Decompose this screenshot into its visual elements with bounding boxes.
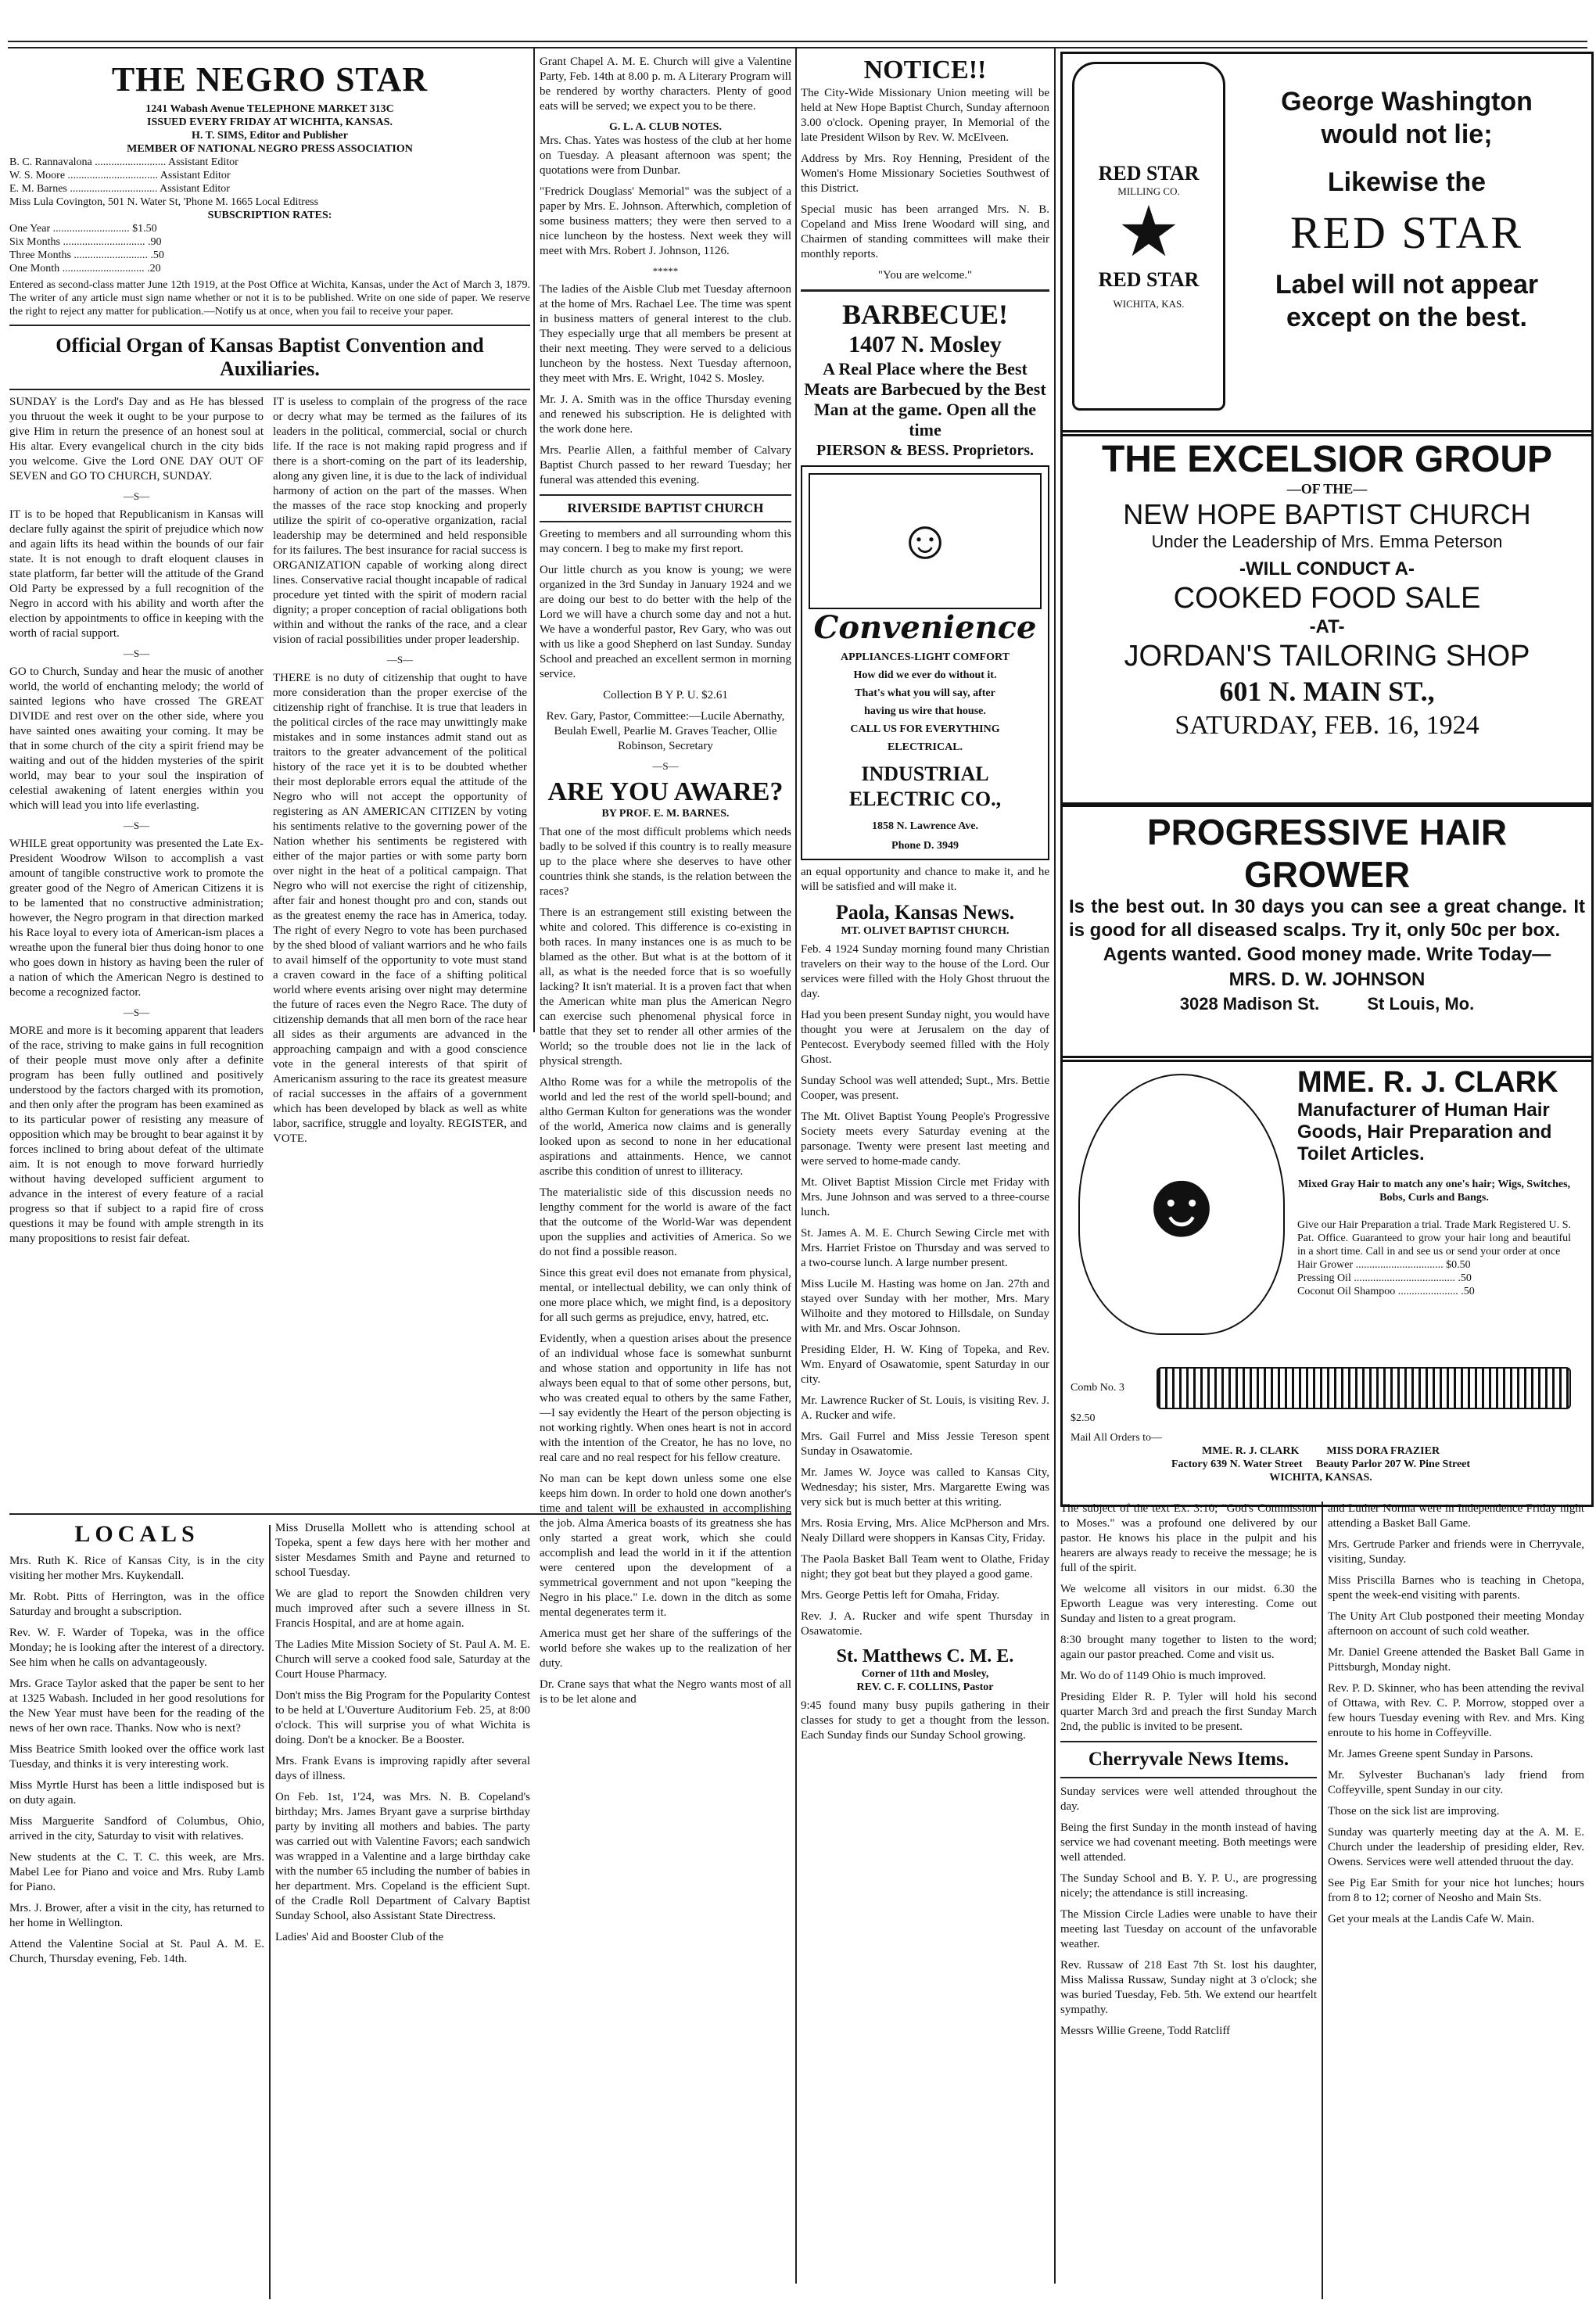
red-star-copy [1243,85,1571,334]
excelsior-will: -WILL CONDUCT A- [1239,558,1415,579]
column-rule [795,47,797,2284]
sack-label-city: WICHITA, KAS. [1113,298,1185,310]
electric-line: having us wire that house. [864,705,986,717]
separator: ***** [652,265,679,277]
separator: —S— [123,1006,150,1018]
separator: —S— [123,490,150,502]
local-item: Attend the Valentine Social at St. Paul A. M. E. Church, Thursday evening, Feb. 14th. [9,1938,264,1965]
star-icon: ★ [1117,194,1181,271]
excelsior-leader: Under the Leadership of Mrs. Emma Peterson [1151,532,1503,551]
column-rule [1054,47,1056,2284]
hair-grower-agents: Agents wanted. Good money made. Write Today— [1103,944,1551,965]
notice-title: NOTICE!! [863,56,987,84]
red-star-line: Label will not appear except on the best. [1275,270,1539,332]
clark-mail-addresses: Factory 639 N. Water Street Beauty Parlor 207 W. Pine Street [1171,1459,1471,1470]
sack-label-mid: MILLING CO. [1117,185,1180,197]
news-item: Greeting to members and all surrounding whom this may concern. I beg to make my first report. [540,528,791,555]
staff-line: E. M. Barnes ................................ Assistant Editor [9,183,230,195]
local-item: Miss Drusella Mollett who is attending school at Topeka, spent a few days here with her mother and sister Mesdames Smith and Payne and returned to school Tuesday. [275,1522,530,1579]
rate-line: Three Months ........................... .50 [9,249,164,261]
news-item: Grant Chapel A. M. E. Church will give a Valentine Party, Feb. 14th at 8.00 p. m. A Literary Program will be rendered by worthy characters. Plenty of good eats will be served; we expect you to be there. [540,56,791,113]
rates-title: SUBSCRIPTION RATES: [207,210,332,221]
local-item: Mrs. Grace Taylor asked that the paper be sent to her at 1325 Wabash. Included in her good resolutions for the New Year must have been for the reading of the news of her own race. Thanks. Now who is next? [9,1677,264,1735]
masthead [9,55,530,1253]
paola-item: Had you been present Sunday night, you would have thought you were at Jerusalem on the day of Pentecost. Everybody seemed filled with the Holy Ghost. [801,1009,1049,1066]
cherryvale-item: The Mission Circle Ladies were unable to have their meeting last Tuesday on account of the unfavorable weather. [1060,1908,1317,1950]
excelsior-date: SATURDAY, FEB. 16, 1924 [1175,711,1479,740]
news-item: Mrs. Chas. Yates was hostess of the club at her home on Tuesday. A pleasant afternoon was spent; the quotations were from Dunbar. [540,135,791,177]
comb-price: $2.50 [1071,1412,1096,1424]
top-rule [8,41,1587,42]
top-rule-2 [8,47,1587,48]
aware-para: The materialistic side of this discussion needs no lengthy comment for the world is aware of the fact that the outcome of the World-War was dependent upon the supplies and activities of America. So we do not find a possible reason. [540,1186,791,1258]
masthead-issued: ISSUED EVERY FRIDAY AT WICHITA, KANSAS. [147,117,393,128]
separator: —S— [123,820,150,831]
electric-phone: Phone D. 3949 [891,840,959,852]
clark-mail: Mail All Orders to— [1071,1432,1163,1444]
clark-copy [1297,1066,1571,1298]
editorial-para: WHILE great opportunity was presented the Late Ex-President Woodrow Wilson to accomplish a vast amount of tangible constructive work to promote the greater good of the Negro of American Citizens it is to be lamented that no constructive administration; however, the Negro program in that direction marked his Race loyal to every iota of American-ism places a wreathe upon the funeral bier thus doing honor to one who goes down in history as having been the ruler of a nation of which the American Negro is destined to become a recognized factor. [9,838,264,999]
editorial-para: MORE and more is it becoming apparent that leaders of the race, striving to make gains in full recognition of their people must move only after a definite program has been fully outlined and positively understood by the factors charged with its promotion, and then only after the program has been examined as to its particular power of resisting any measure of opposition which may be brought to bear against it by forces inclined to bring about defeat of the ultimate aim. It is not enough to move forward hurriedly without having developed sufficient argument to advance in the interest of every feature of a racial progress so that if subject to a rapid fire of cross questions it may be found with ample strength in its many propositions to resist fair defeat. [9,1024,264,1245]
local-item: Mrs. J. Brower, after a visit in the city, has returned to her home in Wellington. [9,1902,264,1929]
electric-company: INDUSTRIAL ELECTRIC CO., [848,762,1002,810]
cherryvale-item: Messrs Willie Greene, Todd Ratcliff [1060,2025,1231,2037]
news-item: Mr. Daniel Greene attended the Basket Ball Game in Pittsburgh, Monday night. [1328,1646,1584,1674]
aware-para: Dr. Crane says that what the Negro wants most of all is to be let alone and [540,1678,791,1706]
aware-para: There is an estrangement still existing between the white and colored. This difference is co-existing in both races. In many instances one is as much to be blamed as the other. But what is at the bottom of it all, as what is the needed force that is so woefully lacking? It isn't material. It is a proven fact that when the American white man plus the American Negro can exercise such phenomenal physical force in battle that they set to render all other armies of the World; so the trouble does not lie in the lack of physical strength. [540,906,791,1067]
bbq-address: 1407 N. Mosley [848,332,1002,357]
clark-mail-names: MME. R. J. CLARK MISS DORA FRAZIER [1201,1445,1440,1457]
clark-description: Manufacturer of Human Hair Goods, Hair Preparation and Toilet Articles. [1297,1100,1552,1164]
separator: —S— [386,654,414,666]
paola-item: Mrs. Rosia Erving, Mrs. Alice McPherson and Mrs. Nealy Dillard were shoppers in Kansas City, Friday. [801,1517,1049,1545]
excelsior-shop: JORDAN'S TAILORING SHOP [1124,640,1530,673]
local-item: On Feb. 1st, 1'24, was Mrs. N. B. Copeland's birthday; Mrs. James Bryant gave a surprise birthday party by inviting all mothers and babies. The party was carried out with Valentine Favors; each sandwich was wrapped in a Valentine and a large birthday cake with the number 65 including the number of babies in her department. Mrs. Copeland is the efficient Supt. of the Cradle Roll Department of Calvary Baptist Sunday School, also Assistant State Directress. [275,1791,530,1922]
masthead-member: MEMBER OF NATIONAL NEGRO PRESS ASSOCIATION [127,143,413,155]
column-5-left [1060,1502,1317,2045]
aware-para: America must get her share of the sufferings of the world before she wakes up to the realization of her duty. [540,1627,791,1670]
staff-line: Miss Lula Covington, 501 N. Water St, 'Phone M. 1665 Local Editress [9,196,319,208]
editorial-col-1 [9,395,264,1253]
column-4 [801,55,1049,2291]
notice-para: "You are welcome." [877,269,973,282]
riverside-title: RIVERSIDE BAPTIST CHURCH [567,501,764,515]
paola-item: The Mt. Olivet Baptist Young People's Progressive Society meets every Saturday evening at the parsonage. Twenty were present last meeting and were served to home-made candy. [801,1111,1049,1168]
local-item: Mrs. Frank Evans is improving rapidly after several days of illness. [275,1755,530,1782]
column-3 [540,55,791,2291]
clark-ad [1060,1056,1594,1507]
news-item: We welcome all visitors in our midst. 6.30 the Epworth League was very interesting. Come out Sunday and listen to a great program. [1060,1583,1317,1625]
local-item: Miss Myrtle Hurst has been a little indisposed but is on duty again. [9,1779,264,1807]
news-item: See Pig Ear Smith for your nice hot lunches; hours from 8 to 12; corner of Neosho and Main Sts. [1328,1877,1584,1904]
comb-label: Comb No. 3 [1071,1382,1124,1394]
notice-para: Address by Mrs. Roy Henning, President of the Women's Home Missionary Societies Southwest of this District. [801,152,1049,195]
news-item: an equal opportunity and chance to make it, and he will be satisfied and will make it. [801,866,1049,893]
aware-para: Since this great evil does not emanate from physical, mental, or intellectual debility, we can only think of one more place which, we might find, is a depository for all such germs as prejudice, envy, hatred, etc. [540,1267,791,1324]
news-item: Rev. P. D. Skinner, who has been attending the revival of Ottawa, with Rev. C. P. Morrow, stopped over a few hours Tuesday evening with Rev. and Mrs. King enroute to his home in Coffeyville. [1328,1682,1584,1739]
excelsior-title: THE EXCELSIOR GROUP [1101,439,1553,480]
news-item: Mrs. Gertrude Parker and friends were in Cherryvale, visiting, Sunday. [1328,1538,1584,1566]
editorial-para: GO to Church, Sunday and hear the music of another world, the world of enchanting melody; the world of sainted legions who have crossed The GREAT DIVIDE and rest over on the other side, where you have sainted ones awaiting your coming. It may be that in some church of the city a spirit friend may be waiting and out of the hidden mysteries of the spirit world, may bear to your soul the inspiration of celestial awakening of latent energies within you which will lead you into life everlasting. [9,666,264,812]
local-item: Mr. Robt. Pitts of Herrington, was in the office Saturday and brought a subscription. [9,1591,264,1618]
paola-item: Mr. Lawrence Rucker of St. Louis, is visiting Rev. J. A. Rucker and wife. [801,1394,1049,1422]
clark-mixed-hair: Mixed Gray Hair to match any one's hair; Wigs, Switches, Bobs, Curls and Bangs. [1297,1179,1571,1204]
hair-grower-address: 3028 Madison St. St Louis, Mo. [1179,994,1475,1014]
column-rule [1322,1502,1323,2299]
news-item: Mrs. Pearlie Allen, a faithful member of Calvary Baptist Church passed to her reward Tuesday; her funeral was attended this evening. [540,444,791,486]
bbq-body: A Real Place where the Best Meats are Barbecued by the Best Man at the game. Open all the time [804,359,1046,440]
convenience-word: Convenience [813,609,1037,646]
editorial-para: IT is to be hoped that Republicanism in Kansas will declare fully against the spirit of prejudice which now and again lifts its head within the bounds of our fair state. It is not enough to draft eloquent clauses in state platform, far better will the attitude of the Grand Old Party be expressed by a full recognition of the Negro in accord with his ability and worth after the election by appointments to office in keeping with the worth of racial support. [9,508,264,640]
news-item: Mr. James Greene spent Sunday in Parsons. [1328,1748,1533,1760]
local-item: The Ladies Mite Mission Society of St. Paul A. M. E. Church will serve a cooked food sale, Saturday at the Court House Pharmacy. [275,1638,530,1681]
clark-name: MME. R. J. CLARK [1297,1066,1558,1099]
excelsior-church: NEW HOPE BAPTIST CHURCH [1123,498,1531,530]
st-matthews-sub: Corner of 11th and Mosley, [861,1668,989,1680]
red-star-line: Likewise the [1327,167,1487,197]
comb-row [1071,1367,1571,1484]
aware-para: Evidently, when a question arises about the presence of an individual whose face is somewhat sunburnt and whose station and opportunity in life has not always been equal to that of some other persons, but, who was created equal to others by the same Father,—I say evidently the Heart of the person objecting is not working rightly. When ones heart is not in accord with the intention of the Creator, he has no love, no real care and no real respect for his fellow creature. [540,1333,791,1464]
cherub-illustration-icon: ☺ [809,473,1042,609]
clark-price: Hair Grower ................................ $0.50 [1297,1259,1471,1271]
locals-col-1 [9,1521,264,1973]
committee-line: Rev. Gary, Pastor, Committee:—Lucile Abernathy, Beulah Ewell, Pearlie M. Graves Teacher, Ollie Robinson, Secretary [546,710,785,752]
rate-line: Six Months .............................. .90 [9,236,162,248]
news-item: Get your meals at the Landis Cafe W. Main. [1328,1913,1535,1925]
news-item: 8:30 brought many together to listen to the word; again our pastor preached. Come and visit us. [1060,1634,1317,1661]
paola-title: Paola, Kansas News. [835,901,1015,924]
column-5-right [1328,1502,1584,1933]
sack-label-top: RED STAR [1098,162,1200,185]
local-item: Mrs. Ruth K. Rice of Kansas City, is in the city visiting her mother Mrs. Kuykendall. [9,1555,264,1582]
rate-line: One Year ............................ $1.50 [9,223,157,235]
editorial-para: SUNDAY is the Lord's Day and as He has blessed you thruout the week it ought to be your purpose to give Him in return the presence of an honest soul at His altar. Every evangelical church in the city bids you welcome. Give the Lord ONE DAY OUT OF SEVEN and GO TO CHURCH, SUNDAY. [9,396,264,483]
editorial-para: IT is useless to complain of the progress of the race or decry what may be termed as the failures of its leaders in the political, commercial, social or church life. If the race is not making rapid progress and if there is a short-coming on the part of its leadership, along any given line, it is due to the lack of individual harmony of action on the part of the masses. When the masses of the race stop knocking and properly utilize the spirit of co-operative organization, racial leadership may be determined and held responsible for its failures. The best insurance for racial success is ORGANIZATION capable of working along direct lines. Conservative racial thought incapable of radical procedure yet tinted with the spirit of modern racial dignity; a proper conception of racial obligations both within and without the ranks of the race, and a clear vision of racial possibilities under proper leadership. [273,396,527,646]
notice-para: Special music has been arranged Mrs. N. B. Copeland and Miss Irene Woodard will sing, and Chairmen of standing committees will make their monthly reports. [801,203,1049,260]
bbq-title: BARBECUE! [841,299,1009,330]
electric-line: CALL US FOR EVERYTHING [850,723,1000,735]
clark-guarantee: Give our Hair Preparation a trial. Trade Mark Registered U. S. Pat. Office. Guaranteed to grow your hair long and beautiful in a short time. Call in and see us or send your order at once [1297,1219,1571,1258]
news-item: The subject of the text Ex. 3:10; "God's Commission to Moses." was a profound one delivered by our pastor. He knows his place in the pulpit and his hearers are always ready to receive the message; he is full of the spirit. [1060,1502,1317,1574]
paola-item: Feb. 4 1924 Sunday morning found many Christian travelers on their way to the house of the Lord. Our services were filled with the Holy Ghost thruout the day. [801,943,1049,1000]
news-item: Miss Priscilla Barnes who is teaching in Chetopa, spent the week-end visiting with parents. [1328,1574,1584,1602]
excelsior-sale: COOKED FOOD SALE [1173,582,1481,615]
cherryvale-item: The Sunday School and B. Y. P. U., are progressing nicely; the attendance is still increasing. [1060,1872,1317,1900]
paola-item: Mrs. Gail Furrel and Miss Jessie Tereson spent Sunday in Osawatomie. [801,1430,1049,1458]
cherryvale-item: Being the first Sunday in the month instead of having service we had covenant meeting. Both meetings were well attended. [1060,1821,1317,1864]
excelsior-of: —OF THE— [1286,481,1368,497]
paola-subtitle: MT. OLIVET BAPTIST CHURCH. [841,925,1010,937]
electric-line: That's what you will say, after [855,687,995,699]
paper-title: THE NEGRO STAR [111,60,429,99]
paola-item: The Paola Basket Ball Team went to Olathe, Friday night; they got beat but they played a good game. [801,1553,1049,1581]
excelsior-at: -AT- [1309,616,1345,637]
news-item: Our little church as you know is young; we were organized in the 3rd Sunday in January 1924 and we are doing our best to do better with the help of the Lord we will have a church some day and not a hut. We have a wonderful pastor, Rev Gary, who was out with us like a good Shepherd on last Sunday. Sunday School and preached an excellent sermon in morning service. [540,564,791,680]
hair-grower-body: Is the best out. In 30 days you can see a great change. It is good for all diseased scalps. Try it, only 50c per box. [1069,896,1585,941]
column-rule [269,1525,271,2299]
flour-sack-illustration [1072,62,1225,411]
news-item: Those on the sick list are improving. [1328,1805,1500,1817]
separator: —S— [123,648,150,659]
bbq-proprietors: PIERSON & BESS. Proprietors. [816,442,1034,459]
aware-byline: BY PROF. E. M. BARNES. [601,808,730,820]
cherryvale-title: Cherryvale News Items. [1088,1749,1289,1770]
st-matthews-para: 9:45 found many busy pupils gathering in their classes for study to get a thought from the lesson. Each Sunday finds our Sunday School growing. [801,1699,1049,1742]
local-item: Don't miss the Big Program for the Popularity Contest to be held at L'Ouverture Auditorium Feb. 25, at 8:00 o'clock. This will surprise you of what Wichita is doing. Don't be a knocker. Be a Booster. [275,1689,530,1746]
news-item: "Fredrick Douglass' Memorial" was the subject of a paper by Mrs. E. Johnson. Afterwhich, completion of some business matters; they were then served to a nice luncheon by the hostess. Next week they will meet with Mrs. Robert J. Johnson, 1126. [540,185,791,257]
st-matthews-title: St. Matthews C. M. E. [836,1646,1014,1667]
locals-col-2 [275,1521,530,1951]
clark-price: Coconut Oil Shampoo ...................... .50 [1297,1286,1475,1297]
electric-ad [801,465,1049,860]
editorial-col-2 [273,395,527,1253]
hair-grower-ad [1060,802,1594,1062]
clark-price: Pressing Oil ..................................... .50 [1297,1272,1472,1284]
paola-item: Mt. Olivet Baptist Mission Circle met Friday with Mrs. June Johnson and was served to a three-course lunch. [801,1176,1049,1218]
red-star-line: George Washington would not lie; [1281,87,1533,149]
local-item: Miss Marguerite Sandford of Columbus, Ohio, arrived in the city, Saturday to visit with relatives. [9,1815,264,1843]
cherryvale-item: Sunday services were well attended throughout the day. [1060,1785,1317,1813]
paola-item: Mrs. George Pettis left for Omaha, Friday. [801,1589,1000,1602]
red-star-brand: RED STAR [1289,207,1524,258]
aware-para: That one of the most difficult problems which needs badly to be solved if this country is to really measure up to the place where she deserves to have other countries think she stands, is the relation between the races? [540,826,791,898]
club-notes-title: G. L. A. CLUB NOTES. [609,121,722,133]
aware-title: ARE YOU AWARE? [547,777,784,806]
staff-line: W. S. Moore ................................. Assistant Editor [9,170,231,181]
aware-para: Altho Rome was for a while the metropolis of the world and led the rest of the world spell-bound; and altho German Kulton for generations was the wonder of the world, America now claims and is generally looked upon as second to none in her educational aspirations and attainments. Hence, we cannot ascribe this condition of unrest to illiteracy. [540,1076,791,1178]
hair-grower-name: MRS. D. W. JOHNSON [1228,969,1426,990]
staff-line: B. C. Rannavalona .......................... Assistant Editor [9,156,239,168]
notice-para: The City-Wide Missionary Union meeting will be held at New Hope Baptist Church, Sunday afternoon 3.00 o'clock. Opening prayer, In Memorial of the late President Wilson by Rev. W. McElveen. [801,87,1049,144]
news-item: Presiding Elder R. P. Tyler will hold his second quarter March 3rd and preach the first Sunday March 2nd, the public is invited to be present. [1060,1691,1317,1733]
news-item: Mr. Wo do of 1149 Ohio is much improved. [1060,1670,1266,1682]
paola-item: Rev. J. A. Rucker and wife spent Thursday in Osawatomie. [801,1610,1049,1638]
excelsior-address: 601 N. MAIN ST., [1219,676,1435,707]
news-item: Sunday was quarterly meeting day at the A. M. E. Church under the leadership of presiding elder, Rev. Owens. Services were well attended thruout the day. [1328,1826,1584,1868]
clark-city: WICHITA, KANSAS. [1269,1472,1372,1484]
woman-portrait-icon: ☻ [1078,1074,1285,1335]
comb-icon [1157,1367,1571,1409]
electric-address: 1858 N. Lawrence Ave. [872,820,978,832]
news-item: The ladies of the Aisble Club met Tuesday afternoon at the home of Mrs. Rachael Lee. The time was spent in business matters of general interest to the club. They especially urge that all members be present at their next meeting. They were served to a delicious luncheon by the hostess. Next Tuesday afternoon, they meet with Mrs. E. Wright, 1042 S. Mosley. [540,283,791,385]
local-item: Miss Beatrice Smith looked over the office work last Tuesday, and thinks it is very interesting work. [9,1743,264,1771]
separator: —S— [652,760,679,772]
local-item: Ladies' Aid and Booster Club of the [275,1931,444,1943]
local-item: Rev. W. F. Warder of Topeka, was in the office Monday; he is looking after the interest of a directory. See him when he calls on advantageously. [9,1627,264,1669]
editorial-para: THERE is no duty of citizenship that ought to have more consideration than the proper exercise of the citizenship right of franchise. It is true that leaders in the political circles of the race may unwittingly make mistakes and in some instances admit stand out as traitors to the greater advancement of the political history of the race yet it is to be doubted whether their most deplorable errors equal the attitude of the Negro who will not accept the opportunity of registering as AN AMERICAN CITIZEN by voting his sentiments relative to the governing power of the Nation whether his sentiments be registered with either of the major parties or with some party born over night in the heat of a political campaign. That Negro who will not exercise the right of citizenship, after fair and honest thought pro and con, stands out as the greatest enemy the race has in America, today. The right of every Negro to vote has been purchased by the shed blood of valiant warriors and he who fails to avail himself of the opportunity to vote must stand a craven coward in the face of a shifting political world where events arising over night may determine the future of races even the Negro Race. The duty of citizenship demands that all men born of the race hear all sides as their arguments are advanced in the approaching campaign and with a good conscience vote in the general interests of that spirit of Americanism assuring to the race its greatest measure of racial successes in the affairs of a government which has been developed by black as well as white labor, sacrifice, struggle and loyalty. REGISTER, and VOTE. [273,672,527,1145]
masthead-address: 1241 Wabash Avenue TELEPHONE MARKET 313C [145,103,394,115]
excelsior-ad [1060,430,1594,807]
news-item: Mr. J. A. Smith was in the office Thursday evening and renewed his subscription. He is delighted with the work done here. [540,393,791,436]
electric-line: APPLIANCES-LIGHT COMFORT [841,651,1010,663]
collection-line: Collection B Y P. U. $2.61 [603,689,728,701]
masthead-notice: Entered as second-class matter June 12th 1919, at the Post Office at Wichita, Kansas, under the Act of March 3, 1879. The writer of any article must sign name whether or not it is to be published. Write on one side of paper. We reserve the right to reject any matter for publication.—Notify us at once, when you fail to receive your paper. [9,279,530,318]
electric-line: ELECTRICAL. [887,741,963,753]
rate-line: One Month .............................. .20 [9,263,161,274]
paola-item: St. James A. M. E. Church Sewing Circle met with Mrs. Harriet Fristoe on Thursday and was served to a two-course lunch. A large number present. [801,1227,1049,1269]
red-star-ad [1060,52,1594,436]
locals-title: LOCALS [74,1521,199,1547]
cherryvale-item: Rev. Russaw of 218 East 7th St. lost his daughter, Miss Malissa Russaw, Sunday night at 3 o'clock; she was buried Tuesday, Feb. 5th. We extend our heartfelt sympathy. [1060,1959,1317,2016]
local-item: We are glad to report the Snowden children very much improved after such a severe illness in St. Francis Hospital, and are at home again. [275,1588,530,1630]
paola-item: Presiding Elder, H. W. King of Topeka, and Rev. Wm. Enyard of Osawatomie, spent Saturday in our city. [801,1344,1049,1386]
paola-item: Sunday School was well attended; Supt., Mrs. Bettie Cooper, was present. [801,1075,1049,1102]
news-item: Mr. Sylvester Buchanan's lady friend from Coffeyville, spent Sunday in our city. [1328,1769,1584,1796]
masthead-editor: H. T. SIMS, Editor and Publisher [192,130,348,142]
sack-label-bottom: RED STAR [1098,268,1200,291]
st-matthews-pastor: REV. C. F. COLLINS, Pastor [856,1681,994,1693]
column-rule [533,47,535,1032]
electric-line: How did we ever do without it. [853,669,997,681]
organ-title: Official Organ of Kansas Baptist Convention and Auxiliaries. [56,334,484,380]
aware-para: No man can be kept down unless some one else keeps him down. In order to hold one down another's time and talent will be exhausted in accomplishing the job. Alma America boasts of its greatness she has only started a great work, which she could accomplish and lead the world in it if the attention were centered upon the development of a symmetrical government and not upon "keeping the Negro in his place." I.e. down in the ditch as some mental degenerates term it. [540,1473,791,1619]
hair-grower-title: PROGRESSIVE HAIR GROWER [1146,812,1508,895]
paola-item: Miss Lucile M. Hasting was home on Jan. 27th and stayed over Sunday with her mother, Mrs. Mary Wilhoite and they motored to Hillsdale, on Sunday with Mr. and Mrs. Oscar Johnson. [801,1278,1049,1335]
news-item: and Luther Norma were in Independence Friday night attending a Basket Ball Game. [1328,1502,1584,1530]
paola-item: Mr. James W. Joyce was called to Kansas City, Wednesday; his sister, Mrs. Margarette Ewing was very sick but is much better at this writing. [801,1466,1049,1509]
news-item: The Unity Art Club postponed their meeting Monday afternoon on account of such cold weather. [1328,1610,1584,1638]
local-item: New students at the C. T. C. this week, are Mrs. Mabel Lee for Piano and voice and Mrs. Ruby Lamb for Piano. [9,1851,264,1893]
